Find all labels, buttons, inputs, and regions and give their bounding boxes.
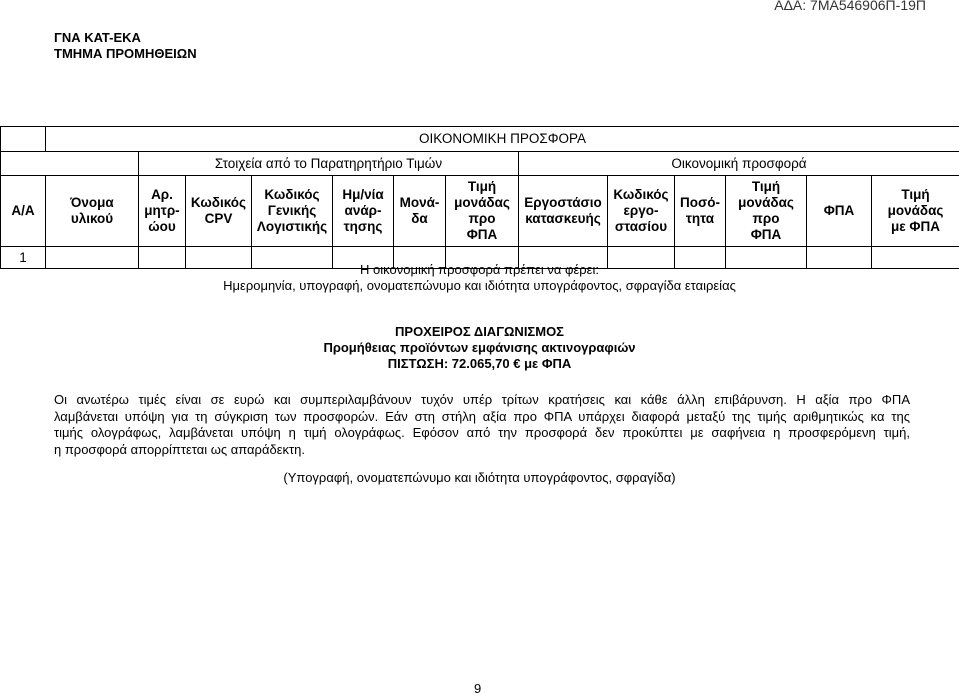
terms-line: λαμβάνεται υπόψη για τη σύγκριση των προσφορών. Εάν στη στήλη αξία προ ΦΠΑ υπάρχει διαφορά μεταξύ της τιμής αριθμητικώς κα της [54,409,910,426]
offer-requirements [0,262,959,294]
page-number: 9 [474,681,481,696]
tender-budget: ΠΙΣΤΩΣΗ: 72.065,70 € με ΦΠΑ [0,356,959,372]
row-number: 1 [1,247,46,269]
group-header-observatory: Στοιχεία από το Παρατηρητήριο Τιμών [139,152,519,176]
requirements-list: Ημερομηνία, υπογραφή, ονοματεπώνυμο και ιδιότητα υπογράφοντος, σφραγίδα εταιρείας [0,278,959,294]
group-spacer-cell [1,152,139,176]
col-header-aa: Α/Α [1,176,46,247]
ada-code: ΑΔΑ: 7ΜΑ546906Π-19Π [774,0,926,13]
table-title: ΟΙΚΟΝΟΜΙΚΗ ΠΡΟΣΦΟΡΑ [46,127,959,152]
col-header-quantity: Ποσό- τητα [675,176,726,247]
col-header-search-date: Ημ/νία ανάρ- τησης [333,176,394,247]
col-header-material-name: Όνομα υλικού [46,176,139,247]
col-header-observatory-unit-price: Τιμή μονάδας προ ΦΠΑ [446,176,519,247]
col-header-cpv: Κωδικός CPV [186,176,252,247]
signature-line: (Υπογραφή, ονοματεπώνυμο και ιδιότητα υπογράφοντος, σφραγίδα) [0,470,959,485]
col-header-vat: ΦΠΑ [807,176,872,247]
department-name: ΤΜΗΜΑ ΠΡΟΜΗΘΕΙΩΝ [54,46,197,62]
tender-type: ΠΡΟΧΕΙΡΟΣ ΔΙΑΓΩΝΙΣΜΟΣ [0,324,959,340]
terms-line: Οι ανωτέρω τιμές είναι σε ευρώ και συμπεριλαμβάνουν τυχόν υπέρ τρίτων κρατήσεις και κάθε άλλη επιβάρυνση. Η αξία προ ΦΠΑ [54,392,910,409]
group-header-offer: Οικονομική προσφορά [519,152,959,176]
col-header-unit: Μονά- δα [394,176,446,247]
col-header-registry-number: Αρ. μητρ- ώου [139,176,186,247]
hospital-name: ΓΝΑ ΚΑΤ-ΕΚΑ [54,30,197,46]
col-header-accounting-code: Κωδικός Γενικής Λογιστικής [252,176,333,247]
terms-paragraph [54,392,910,458]
table-corner-cell [1,127,46,152]
terms-line: η προσφορά απορρίπτεται ως απαράδεκτη. [54,442,910,459]
financial-offer-table [0,126,959,269]
col-header-unit-price-inc-vat: Τιμή μονάδας με ΦΠΑ [872,176,959,247]
tender-subject: Προμήθειας προϊόντων εμφάνισης ακτινογραφιών [0,340,959,356]
col-header-unit-price-ex-vat: Τιμή μονάδας προ ΦΠΑ [726,176,807,247]
tender-info [0,324,959,372]
terms-line: τιμής ολογράφως, λαμβάνεται υπόψη η τιμή ολογράφως. Εφόσον από την προσφορά δεν προκύπτει με σαφήνεια η προσφερόμενη τιμή, [54,425,910,442]
requirements-heading: Η οικονομική προσφορά πρέπει να φέρει: [0,262,959,278]
col-header-factory-code: Κωδικός εργο- στασίου [608,176,675,247]
department-header [54,30,197,62]
col-header-manufacturer: Εργοστάσιο κατασκευής [519,176,608,247]
